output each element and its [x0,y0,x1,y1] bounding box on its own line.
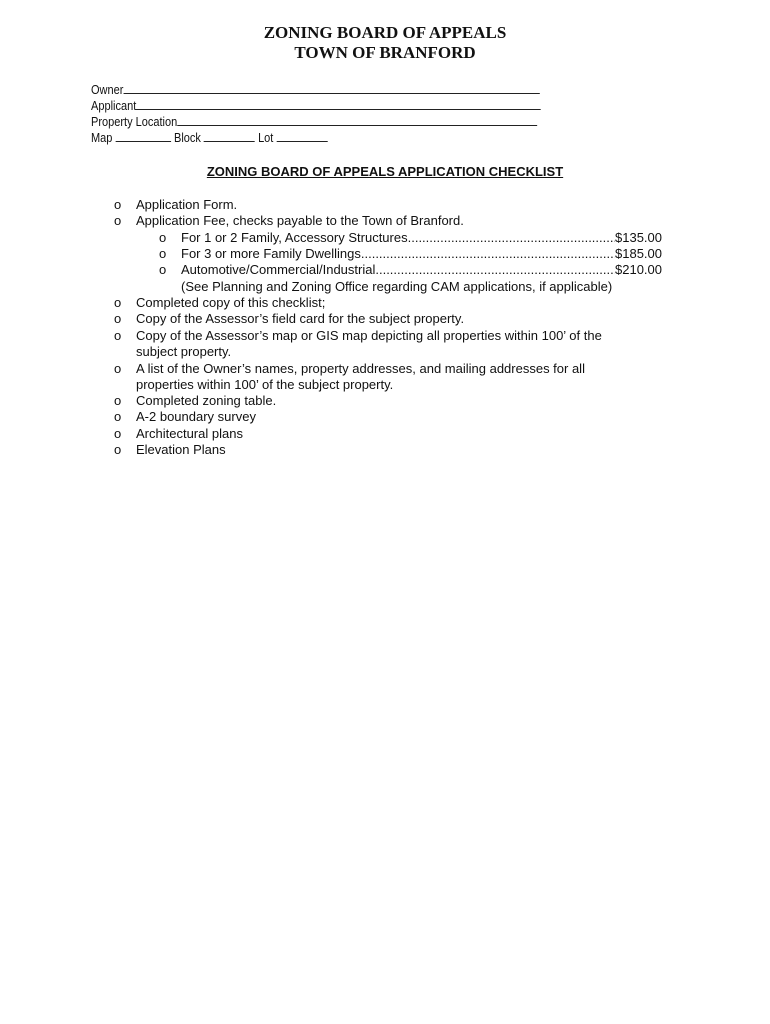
fee-amount: $135.00 [615,230,662,245]
bullet-marker: o [114,213,122,228]
bullet-marker: o [114,311,122,326]
bullet-marker: o [114,197,122,212]
dot-leader [408,230,615,246]
bullet-marker: o [114,442,122,457]
owner-blank-line[interactable] [123,82,539,94]
lot-blank-line[interactable] [276,130,327,142]
checklist-item-continued: properties within 100’ of the subject property. [136,377,394,392]
fee-label: For 1 or 2 Family, Accessory Structures [181,230,408,245]
block-label: Block [173,131,201,145]
checklist-item: Copy of the Assessor’s map or GIS map depicting all properties within 100’ of the [136,328,602,343]
property-location-label: Property Location [91,115,178,129]
map-blank-line[interactable] [115,130,170,142]
fee-line [181,246,662,262]
checklist-item: Elevation Plans [136,442,226,457]
checklist-item: Completed copy of this checklist; [136,295,326,310]
map-label: Map [91,131,113,145]
document-subtitle: TOWN OF BRANFORD [294,43,476,62]
dot-leader [375,262,615,278]
checklist-item-continued: subject property. [136,344,232,359]
property-location-field [91,114,537,130]
owner-field [91,82,540,98]
checklist-item: Application Fee, checks payable to the Town of Branford. [136,213,464,228]
checklist-item: A-2 boundary survey [136,409,256,424]
dot-leader [361,246,615,262]
bullet-marker: o [114,295,122,310]
document-title: ZONING BOARD OF APPEALS [263,23,507,42]
checklist-item: Copy of the Assessor’s field card for the subject property. [136,311,465,326]
fee-line [181,230,662,246]
applicant-blank-line[interactable] [136,98,541,110]
sub-bullet-marker: o [159,246,167,261]
fee-line [181,262,662,278]
sub-bullet-marker: o [159,230,167,245]
bullet-marker: o [114,426,122,441]
bullet-marker: o [114,409,122,424]
bullet-marker: o [114,393,122,408]
property-location-blank-line[interactable] [177,114,537,126]
fee-amount: $185.00 [615,246,662,261]
checklist-item: Architectural plans [136,426,243,441]
owner-label: Owner [91,83,124,97]
checklist-item: A list of the Owner’s names, property addresses, and mailing addresses for all [136,361,585,376]
checklist-heading: ZONING BOARD OF APPEALS APPLICATION CHECKLIST [206,164,564,179]
bullet-marker: o [114,328,122,343]
lot-label: Lot [258,131,274,145]
fee-label: Automotive/Commercial/Industrial [181,262,376,277]
fee-amount: $210.00 [615,262,662,277]
sub-bullet-marker: o [159,262,167,277]
checklist-item: Completed zoning table. [136,393,277,408]
applicant-label: Applicant [91,99,137,113]
fee-note: (See Planning and Zoning Office regarding CAM applications, if applicable) [181,279,613,294]
block-blank-line[interactable] [204,130,255,142]
checklist-item: Application Form. [136,197,238,212]
fee-label: For 3 or more Family Dwellings [181,246,361,261]
bullet-marker: o [114,361,122,376]
map-block-lot-field [91,130,327,146]
applicant-field [91,98,541,114]
